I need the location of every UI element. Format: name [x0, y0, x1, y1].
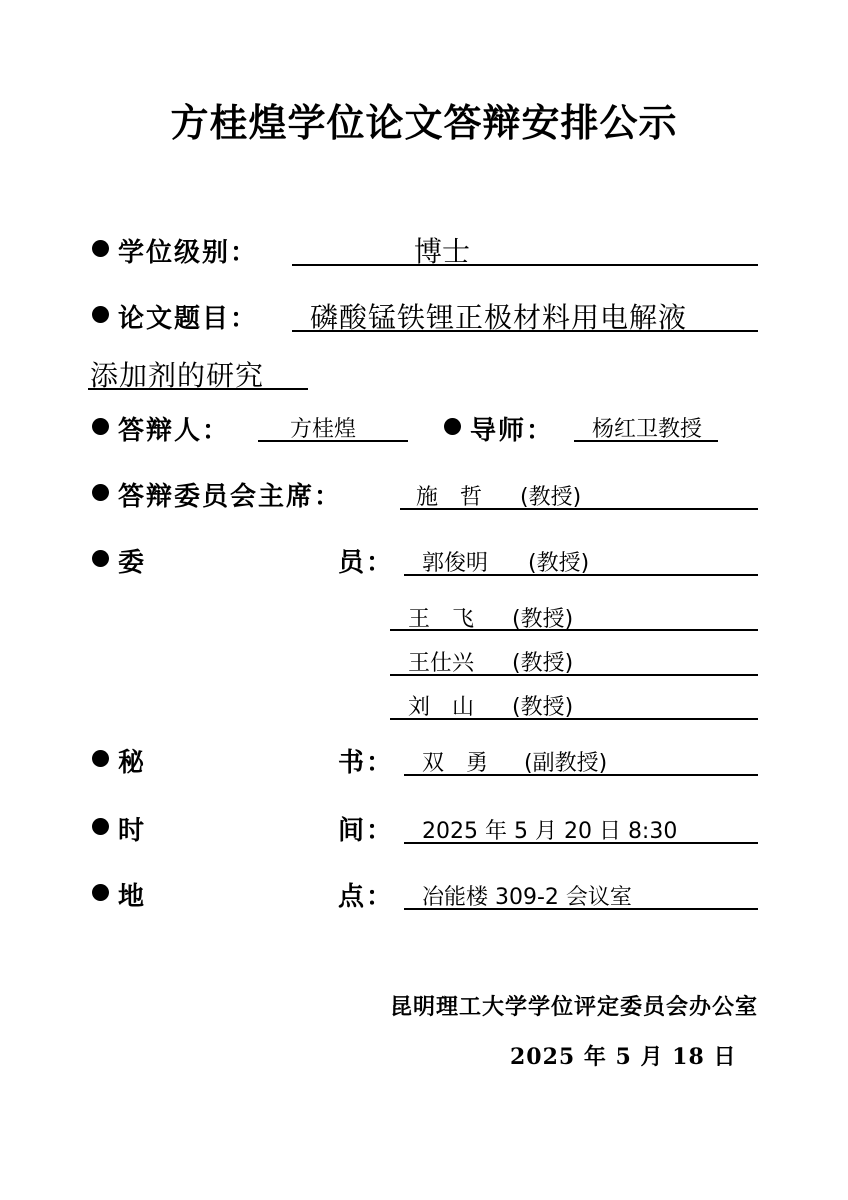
member-name-4: 刘 山: [408, 695, 475, 720]
advisor-label: 导师：: [470, 416, 555, 446]
bullet-icon: [92, 306, 109, 323]
issuing-office: 昆明理工大学学位评定委员会办公室: [389, 994, 758, 1020]
defender-value: 方桂煌: [290, 417, 357, 442]
bullet-icon: [92, 884, 109, 901]
member-title-2: (教授): [512, 607, 574, 632]
time-label-right: 间：: [338, 816, 395, 846]
time-label-left: 时: [118, 816, 147, 846]
thesis-title-line2: 添加剂的研究: [90, 359, 265, 392]
members-label-right: 员：: [338, 548, 395, 578]
member-name-2: 王 飞: [408, 607, 475, 632]
secretary-title: (副教授): [524, 751, 608, 776]
bullet-icon: [92, 818, 109, 835]
secretary-label-right: 书：: [338, 748, 395, 778]
member-name-3: 王仕兴: [408, 651, 475, 676]
secretary-label-left: 秘: [118, 748, 147, 778]
bullet-icon: [92, 750, 109, 767]
degree-value: 博士: [414, 235, 471, 268]
defender-label: 答辩人：: [118, 416, 231, 446]
place-label-right: 点：: [338, 882, 395, 912]
thesis-title-line1: 磷酸锰铁锂正极材料用电解液: [310, 301, 688, 334]
bullet-icon: [444, 418, 461, 435]
degree-underline: [292, 264, 758, 266]
place-value: 冶能楼 309-2 会议室: [422, 885, 632, 910]
issue-date: 2025 年 5 月 18 日: [510, 1044, 737, 1070]
page-title: 方桂煌学位论文答辩安排公示: [170, 100, 678, 145]
chair-label: 答辩委员会主席：: [118, 482, 343, 512]
member-title-3: (教授): [512, 651, 574, 676]
member-title-4: (教授): [512, 695, 574, 720]
advisor-value: 杨红卫教授: [592, 417, 703, 442]
bullet-icon: [92, 418, 109, 435]
thesis-label: 论文题目：: [118, 304, 259, 334]
bullet-icon: [92, 240, 109, 257]
member-title-1: (教授): [528, 551, 590, 576]
chair-name: 施 哲: [416, 485, 483, 510]
bullet-icon: [92, 484, 109, 501]
bullet-icon: [92, 550, 109, 567]
member-name-1: 郭俊明: [422, 551, 489, 576]
members-label-left: 委: [118, 548, 147, 578]
degree-label: 学位级别：: [118, 238, 259, 268]
place-label-left: 地: [118, 882, 147, 912]
secretary-name: 双 勇: [422, 751, 489, 776]
time-value: 2025 年 5 月 20 日 8:30: [422, 819, 678, 844]
chair-title: (教授): [520, 485, 582, 510]
